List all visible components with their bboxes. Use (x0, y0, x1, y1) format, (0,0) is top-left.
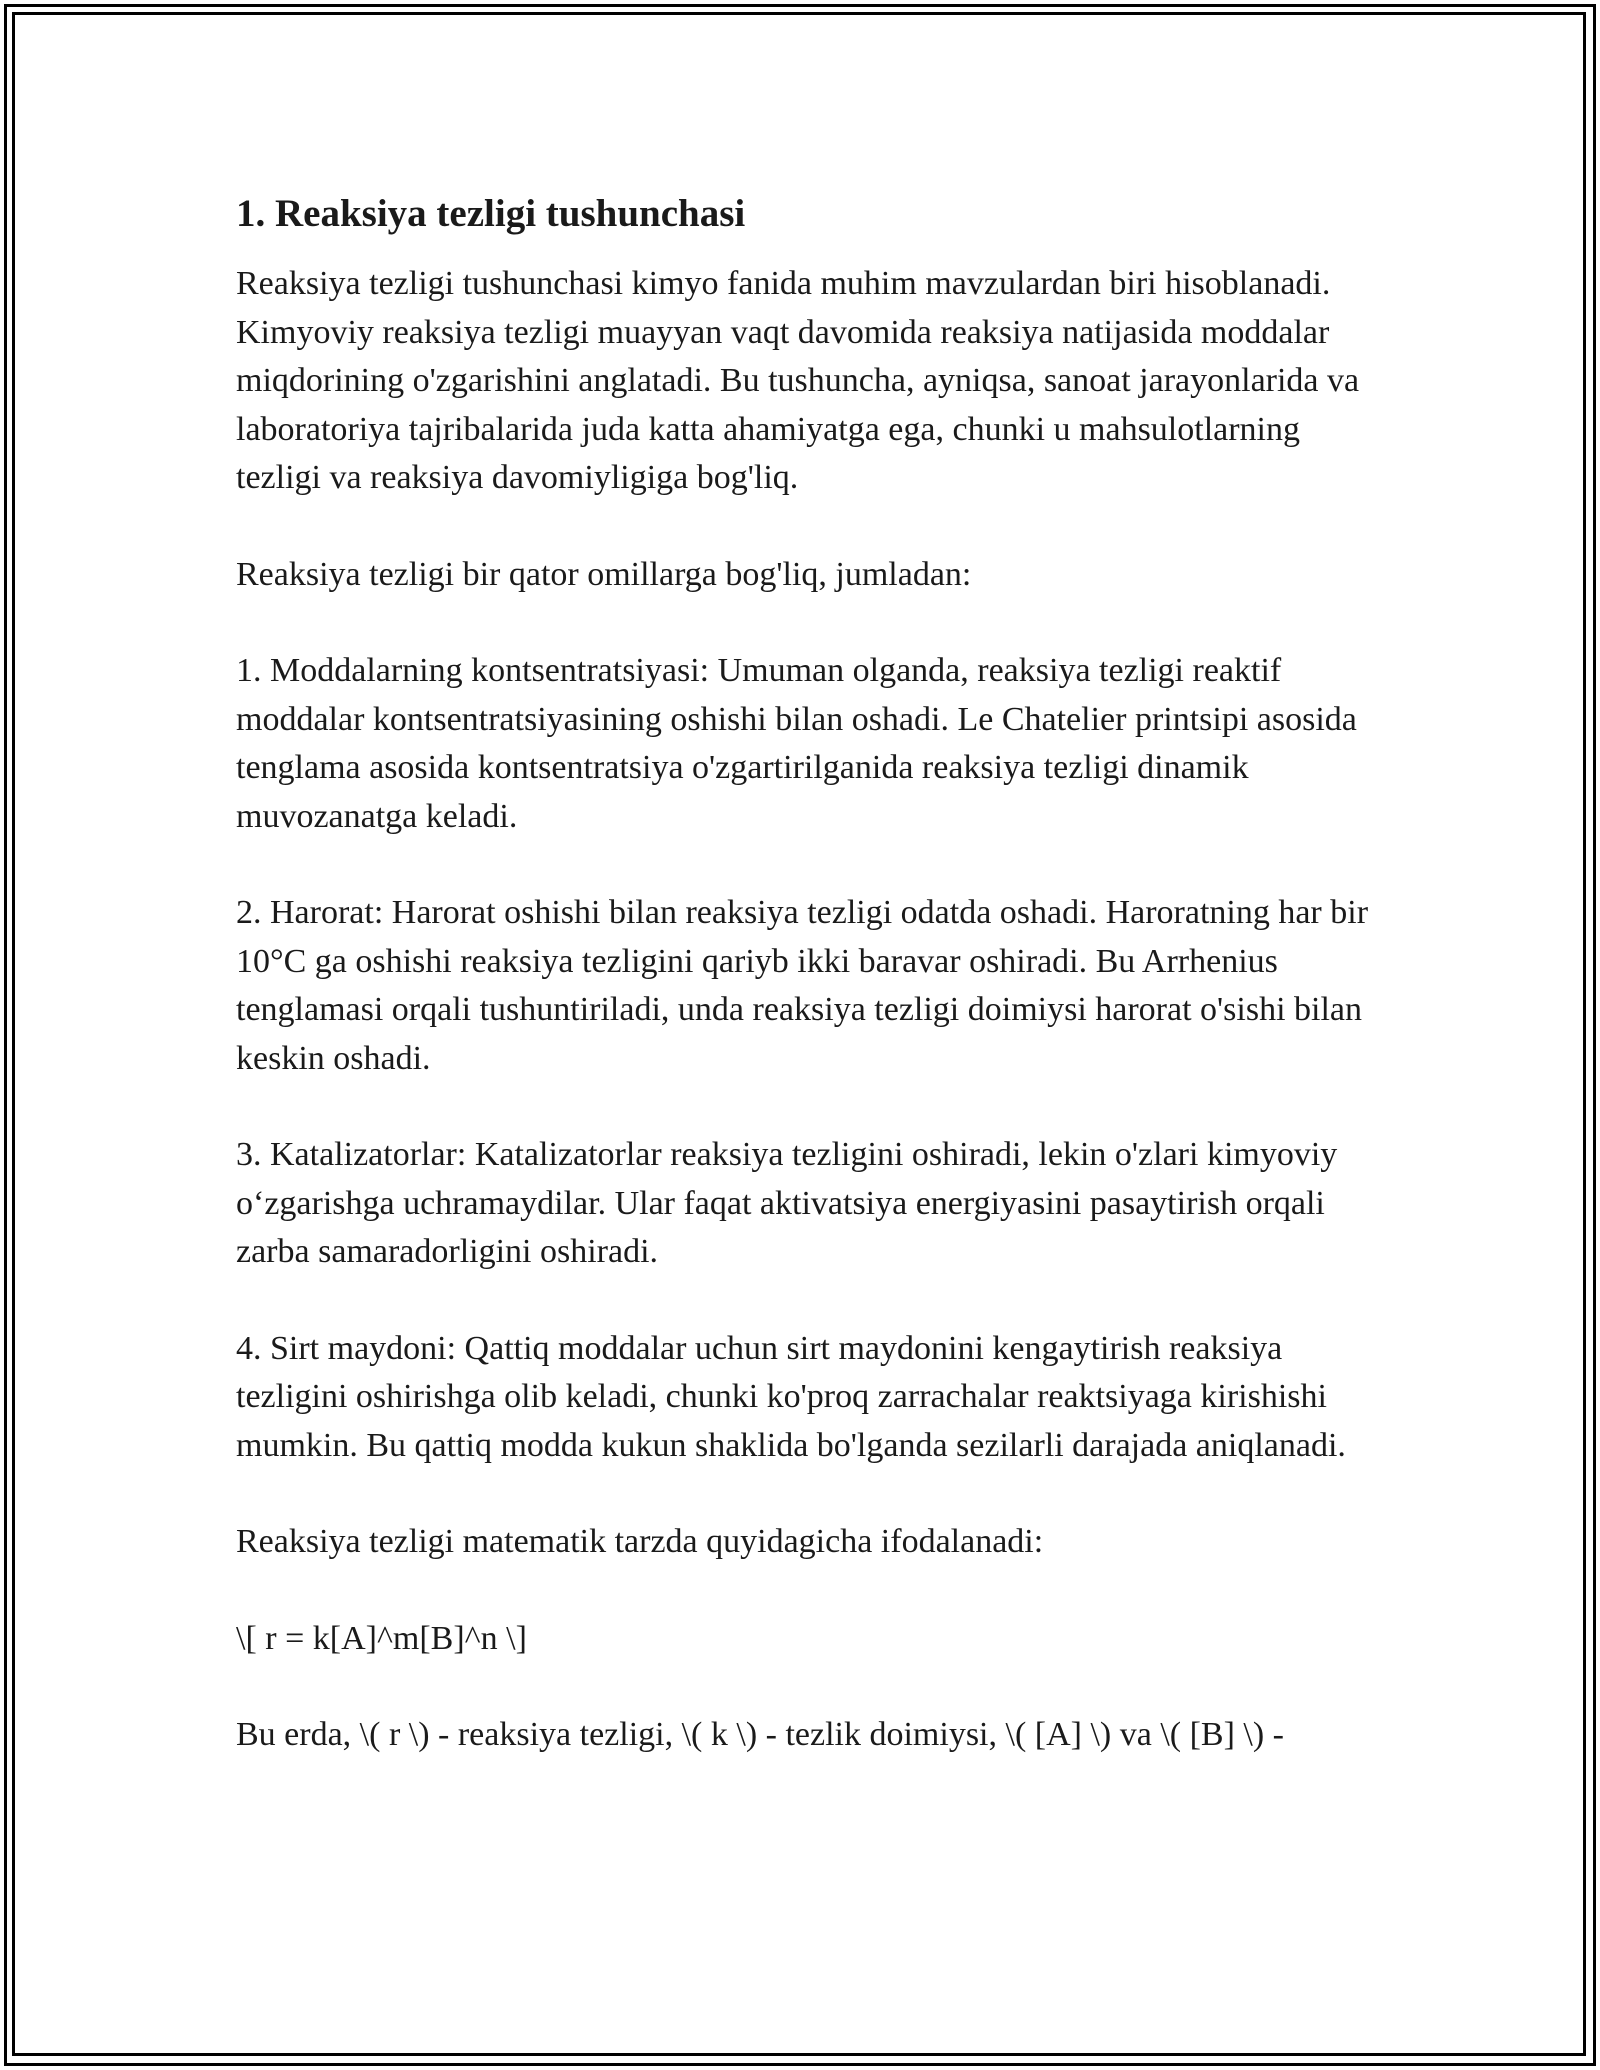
formula-explanation-paragraph: Bu erda, \( r \) - reaksiya tezligi, \( k \) - tezlik doimiysi, \( [A] \) va \( [B] \) - (236, 1716, 1285, 1753)
rate-formula: \[ r = k[A]^m[B]^n \] (236, 1619, 527, 1657)
factor-catalysts-paragraph: 3. Katalizatorlar: Katalizatorlar reaksiya tezligini oshiradi, lekin o'zlari kimyoviy o‘zgarishga uchramaydilar. Ular faqat aktivatsiya energiyasini pasaytirish orqali zarba samaradorligini oshiradi. (236, 1136, 1338, 1270)
formula-intro-paragraph: Reaksiya tezligi matematik tarzda quyidagicha ifodalanadi: (236, 1523, 1044, 1560)
intro-paragraph: Reaksiya tezligi tushunchasi kimyo fanida muhim mavzulardan biri hisoblanadi. Kimyoviy reaksiya tezligi muayyan vaqt davomida reaksiya natijasida moddalar miqdorining o'zgarishini anglatadi. Bu tushuncha, ayniqsa, sanoat jarayonlarida va laboratoriya tajribalarida juda katta ahamiyatga ega, chunki u mahsulotlarning tezligi va reaksiya davomiyligiga bog'liq. (236, 265, 1360, 496)
factor-surface-area-paragraph: 4. Sirt maydoni: Qattiq moddalar uchun sirt maydonini kengaytirish reaksiya tezligini oshirishga olib keladi, chunki ko'proq zarrachalar reaktsiyaga kirishishi mumkin. Bu qattiq modda kukun shaklida bo'lganda sezilarli darajada aniqlanadi. (236, 1329, 1346, 1464)
section-heading: 1. Reaksiya tezligi tushunchasi (236, 192, 746, 235)
factors-intro-paragraph: Reaksiya tezligi bir qator omillarga bog'liq, jumladan: (236, 555, 972, 593)
factor-concentration-paragraph: 1. Moddalarning kontsentratsiyasi: Umuman olganda, reaksiya tezligi reaktif moddalar kontsentratsiyasining oshishi bilan oshadi. Le Chatelier printsipi asosida tenglama asosida kontsentratsiya o'zgartirilganida reaksiya tezligi dinamik muvozanatga keladi. (236, 652, 1357, 835)
document-body (236, 188, 1376, 1808)
factor-temperature-paragraph: 2. Harorat: Harorat oshishi bilan reaksiya tezligi odatda oshadi. Haroratning har bir 10°C ga oshishi reaksiya tezligini qariyb ikki baravar oshiradi. Bu Arrhenius tenglamasi orqali tushuntiriladi, unda reaksiya tezligi doimiysi harorat o'sishi bilan keskin oshadi. (236, 894, 1369, 1077)
